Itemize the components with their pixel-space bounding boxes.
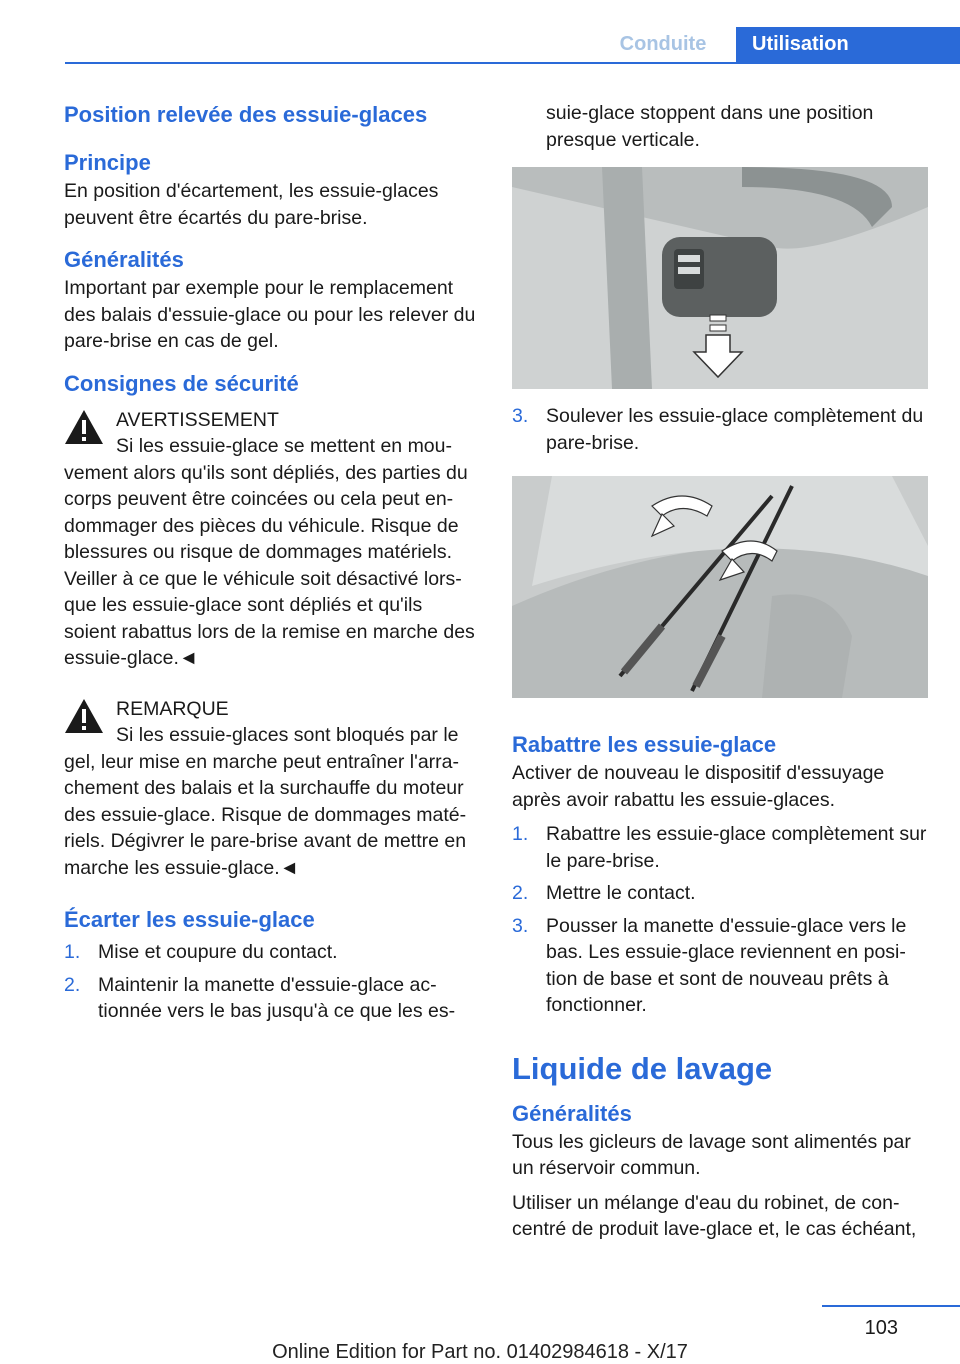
warning-block-2 — [64, 696, 479, 882]
section-title: Position relevée des essuie-glaces — [64, 102, 428, 127]
generalites-title: Généralités — [64, 247, 184, 272]
warning-triangle-icon — [64, 409, 104, 445]
list-item: 1. Rabattre les essuie-glace complètement sur le pare-brise. — [512, 823, 927, 872]
continuation-text: suie-glace stoppent dans une position presque verticale. — [546, 102, 874, 151]
list-item: 3. Pousser la manette d'essuie-glace vers le bas. Les essuie-glace reviennent en posi-tion de base et sont de nouveau prêts à fonctionner. — [512, 914, 907, 1016]
page-number: 103 — [864, 1317, 898, 1339]
header-tab-conduite[interactable]: Conduite — [619, 33, 707, 55]
right-column — [512, 100, 927, 1243]
warning1-label: AVERTISSEMENT — [116, 408, 279, 431]
principe-title: Principe — [64, 150, 151, 175]
liquide-generalites-title: Généralités — [512, 1100, 632, 1126]
warning2-label: REMARQUE — [116, 697, 229, 720]
liquide-text-1: Tous les gicleurs de lavage sont alimentés par un réservoir commun. — [512, 1130, 911, 1179]
step3-list — [512, 403, 927, 456]
liquide-title: Liquide de lavage — [512, 1050, 773, 1086]
list-item: 2. Mettre le contact. — [512, 882, 696, 904]
list-item: 3. Soulever les essuie-glace complètement du pare-brise. — [512, 405, 924, 454]
list-item: 1. Mise et coupure du contact. — [64, 941, 338, 963]
warning-triangle-icon — [64, 698, 104, 734]
ecarter-steps — [64, 939, 479, 1025]
edition-text: Online Edition for Part no. 01402984618 - X/17 — [272, 1341, 688, 1363]
header-tab-utilisation[interactable]: Utilisation — [736, 27, 960, 62]
rabattre-title: Rabattre les essuie-glace — [512, 732, 777, 757]
warning2-text: Si les essuie-glaces sont bloqués par le gel, leur mise en marche peut entraîner l'arra-chement des balais et la surchauffe du moteur des essuie-glace. Risque de dommages maté-riels. Dégivrer le pare-brise avant de mettre en marche les essuie-glace.◄ — [64, 724, 467, 879]
left-column — [64, 100, 479, 1031]
footer-divider — [822, 1305, 960, 1307]
wipers-lifted-illustration — [512, 476, 928, 698]
generalites-text: Important par exemple pour le remplacement des balais d'essuie-glace ou pour les relever du pare-brise en cas de gel. — [64, 277, 476, 352]
rabattre-steps — [512, 821, 927, 1019]
rabattre-text: Activer de nouveau le dispositif d'essuyage après avoir rabattu les essuie-glaces. — [512, 762, 885, 811]
warning1-text: Si les essuie-glace se mettent en mou-vement alors qu'ils sont dépliés, des parties du corps peuvent être coincées ou cela peut en-dommager des pièces du véhicule. Risque de blessures ou risque de dommages matériels. Veiller à ce que le véhicule soit désactivé lors-que les essuie-glace sont dépliés et qu'ils soient rabattus lors de la remise en marche des essuie-glace.◄ — [64, 435, 475, 669]
warning-block-1 — [64, 407, 479, 672]
wiper-stalk-illustration — [512, 167, 928, 389]
principe-text: En position d'écartement, les essuie-glaces peuvent être écartés du pare-brise. — [64, 180, 439, 229]
consignes-title: Consignes de sécurité — [64, 370, 299, 396]
list-item: 2. Maintenir la manette d'essuie-glace ac-tionnée vers le bas jusqu'à ce que les es- — [64, 973, 456, 1022]
header-divider — [65, 62, 960, 64]
liquide-text-2: Utiliser un mélange d'eau du robinet, de con-centré de produit lave-glace et, le cas échéant, — [512, 1191, 917, 1240]
ecarter-title: Écarter les essuie-glace — [64, 907, 315, 932]
